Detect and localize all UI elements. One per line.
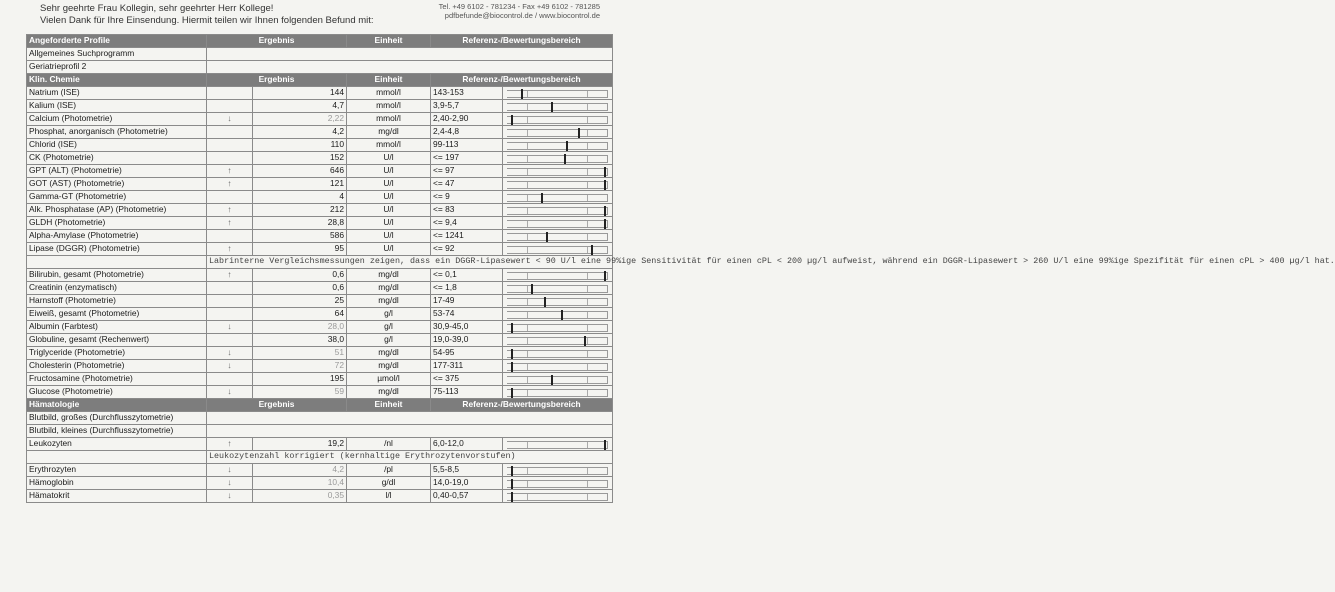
range-marker <box>566 141 568 151</box>
range-track <box>507 376 608 384</box>
result-row <box>27 295 613 308</box>
analyte-name: Leukozyten <box>27 438 207 451</box>
result-value: 4,2 <box>253 464 347 477</box>
reference-range: 14,0-19,0 <box>431 477 503 490</box>
result-value: 0,35 <box>253 490 347 503</box>
requested-profiles-header <box>27 35 613 48</box>
range-marker <box>511 115 513 125</box>
range-marker <box>584 336 586 346</box>
unit: g/l <box>347 321 431 334</box>
range-track <box>507 181 608 189</box>
result-value: 195 <box>253 373 347 386</box>
result-row <box>27 230 613 243</box>
range-track <box>507 467 608 475</box>
range-indicator <box>503 191 613 204</box>
flag-arrow-icon <box>207 126 253 139</box>
analyte-name: Phosphat, anorganisch (Photometrie) <box>27 126 207 139</box>
reference-range: 54-95 <box>431 347 503 360</box>
result-value: 19,2 <box>253 438 347 451</box>
requested-item-label: Allgemeines Suchprogramm <box>27 48 207 61</box>
range-track <box>507 207 608 215</box>
result-row <box>27 100 613 113</box>
range-indicator <box>503 139 613 152</box>
range-marker <box>511 323 513 333</box>
result-row <box>27 243 613 256</box>
flag-arrow-icon <box>207 139 253 152</box>
range-track <box>507 220 608 228</box>
analyte-name: Blutbild, großes (Durchflusszytometrie) <box>27 412 207 425</box>
reference-range: 6,0-12,0 <box>431 438 503 451</box>
unit: mg/dl <box>347 295 431 308</box>
flag-arrow-icon <box>207 230 253 243</box>
col-result: Ergebnis <box>207 74 347 87</box>
range-indicator <box>503 126 613 139</box>
reference-range: <= 97 <box>431 165 503 178</box>
range-indicator <box>503 321 613 334</box>
unit: mmol/l <box>347 139 431 152</box>
flag-arrow-icon: ↑ <box>207 178 253 191</box>
range-indicator <box>503 477 613 490</box>
col-result: Ergebnis <box>207 35 347 48</box>
range-marker <box>511 466 513 476</box>
unit: mmol/l <box>347 113 431 126</box>
result-value: 4,2 <box>253 126 347 139</box>
section-title: Hämatologie <box>27 399 207 412</box>
range-indicator <box>503 490 613 503</box>
range-marker <box>578 128 580 138</box>
analyte-name: Alpha-Amylase (Photometrie) <box>27 230 207 243</box>
unit: U/l <box>347 165 431 178</box>
result-row <box>27 308 613 321</box>
unit: mg/dl <box>347 347 431 360</box>
result-value: 28,0 <box>253 321 347 334</box>
reference-range: 30,9-45,0 <box>431 321 503 334</box>
analyte-name: Hämoglobin <box>27 477 207 490</box>
flag-arrow-icon: ↓ <box>207 477 253 490</box>
range-indicator <box>503 269 613 282</box>
result-row <box>27 165 613 178</box>
analyte-name: CK (Photometrie) <box>27 152 207 165</box>
requested-heading: Angeforderte Profile <box>27 35 207 48</box>
result-value: 64 <box>253 308 347 321</box>
range-marker <box>551 102 553 112</box>
result-row <box>27 464 613 477</box>
analyte-name: Blutbild, kleines (Durchflusszytometrie) <box>27 425 207 438</box>
analyte-name: Cholesterin (Photometrie) <box>27 360 207 373</box>
result-row <box>27 438 613 451</box>
analyte-name: Erythrozyten <box>27 464 207 477</box>
range-indicator <box>503 373 613 386</box>
unit: mg/dl <box>347 386 431 399</box>
col-reference: Referenz-/Bewertungsbereich <box>431 399 613 412</box>
result-value: 25 <box>253 295 347 308</box>
range-marker <box>604 219 606 229</box>
analyte-name: Gamma-GT (Photometrie) <box>27 191 207 204</box>
range-indicator <box>503 308 613 321</box>
analyte-name: Lipase (DGGR) (Photometrie) <box>27 243 207 256</box>
range-indicator <box>503 334 613 347</box>
analyte-name: Harnstoff (Photometrie) <box>27 295 207 308</box>
unit: U/l <box>347 152 431 165</box>
range-track <box>507 493 608 501</box>
range-indicator <box>503 230 613 243</box>
result-value: 4,7 <box>253 100 347 113</box>
analyte-name: Bilirubin, gesamt (Photometrie) <box>27 269 207 282</box>
analyte-name: GLDH (Photometrie) <box>27 217 207 230</box>
range-marker <box>604 180 606 190</box>
unit: g/l <box>347 334 431 347</box>
result-row <box>27 386 613 399</box>
section-header <box>27 74 613 87</box>
analyte-name: Globuline, gesamt (Rechenwert) <box>27 334 207 347</box>
flag-arrow-icon <box>207 308 253 321</box>
range-track <box>507 116 608 124</box>
flag-arrow-icon <box>207 100 253 113</box>
analyte-name: Fructosamine (Photometrie) <box>27 373 207 386</box>
flag-arrow-icon <box>207 282 253 295</box>
reference-range: <= 47 <box>431 178 503 191</box>
range-marker <box>551 375 553 385</box>
result-row <box>27 321 613 334</box>
result-value: 646 <box>253 165 347 178</box>
flag-arrow-icon: ↑ <box>207 269 253 282</box>
range-track <box>507 337 608 345</box>
flag-arrow-icon: ↑ <box>207 438 253 451</box>
analyte-name: Calcium (Photometrie) <box>27 113 207 126</box>
range-marker <box>604 271 606 281</box>
range-indicator <box>503 360 613 373</box>
range-marker <box>511 492 513 502</box>
contact-phone-fax: Tel. +49 6102 - 781234 - Fax +49 6102 - 781285 <box>438 2 600 11</box>
analyte-name: GPT (ALT) (Photometrie) <box>27 165 207 178</box>
flag-arrow-icon: ↓ <box>207 464 253 477</box>
result-row <box>27 412 613 425</box>
unit: mg/dl <box>347 360 431 373</box>
col-unit: Einheit <box>347 35 431 48</box>
range-marker <box>591 245 593 255</box>
range-indicator <box>503 87 613 100</box>
result-value: 72 <box>253 360 347 373</box>
col-unit: Einheit <box>347 74 431 87</box>
reference-range: <= 197 <box>431 152 503 165</box>
report-body <box>27 35 1335 503</box>
note-row <box>27 451 613 464</box>
unit: /pl <box>347 464 431 477</box>
reference-range: 177-311 <box>431 360 503 373</box>
result-value: 2,22 <box>253 113 347 126</box>
reference-range: <= 9 <box>431 191 503 204</box>
reference-range: 17-49 <box>431 295 503 308</box>
result-row <box>27 360 613 373</box>
unit: g/dl <box>347 477 431 490</box>
result-note: Leukozytenzahl korrigiert (kernhaltige Erythrozytenvorstufen) <box>207 451 613 464</box>
range-indicator <box>503 152 613 165</box>
reference-range: <= 0,1 <box>431 269 503 282</box>
unit: U/l <box>347 230 431 243</box>
range-track <box>507 233 608 241</box>
result-row <box>27 425 613 438</box>
reference-range: <= 1,8 <box>431 282 503 295</box>
range-track <box>507 311 608 319</box>
result-value: 110 <box>253 139 347 152</box>
range-marker <box>511 349 513 359</box>
flag-arrow-icon: ↓ <box>207 386 253 399</box>
range-marker <box>546 232 548 242</box>
unit: mg/dl <box>347 269 431 282</box>
range-indicator <box>503 464 613 477</box>
reference-range: <= 1241 <box>431 230 503 243</box>
unit: U/l <box>347 191 431 204</box>
result-value: 121 <box>253 178 347 191</box>
range-marker <box>521 89 523 99</box>
result-row <box>27 347 613 360</box>
unit: /nl <box>347 438 431 451</box>
col-result: Ergebnis <box>207 399 347 412</box>
unit: U/l <box>347 243 431 256</box>
flag-arrow-icon: ↑ <box>207 165 253 178</box>
range-track <box>507 350 608 358</box>
flag-arrow-icon: ↑ <box>207 217 253 230</box>
result-row <box>27 191 613 204</box>
contact-email-web: pdfbefunde@biocontrol.de / www.biocontrol.de <box>444 11 600 20</box>
result-value: 38,0 <box>253 334 347 347</box>
range-track <box>507 103 608 111</box>
result-value: 51 <box>253 347 347 360</box>
result-value: 95 <box>253 243 347 256</box>
result-row <box>27 334 613 347</box>
result-row <box>27 477 613 490</box>
analyte-name: Alk. Phosphatase (AP) (Photometrie) <box>27 204 207 217</box>
result-value: 28,8 <box>253 217 347 230</box>
result-value: 4 <box>253 191 347 204</box>
range-marker <box>604 440 606 450</box>
reference-range: 0,40-0,57 <box>431 490 503 503</box>
result-row <box>27 152 613 165</box>
range-marker <box>604 206 606 216</box>
requested-item-label: Geriatrieprofil 2 <box>27 61 207 74</box>
range-track <box>507 480 608 488</box>
unit: mmol/l <box>347 87 431 100</box>
analyte-name: Hämatokrit <box>27 490 207 503</box>
section-title: Klin. Chemie <box>27 74 207 87</box>
analyte-name: Albumin (Farbtest) <box>27 321 207 334</box>
range-track <box>507 285 608 293</box>
range-track <box>507 441 608 449</box>
range-track <box>507 272 608 280</box>
reference-range: 75-113 <box>431 386 503 399</box>
analyte-name: Creatinin (enzymatisch) <box>27 282 207 295</box>
flag-arrow-icon <box>207 191 253 204</box>
result-row <box>27 126 613 139</box>
reference-range: 5,5-8,5 <box>431 464 503 477</box>
reference-range: <= 9,4 <box>431 217 503 230</box>
range-indicator <box>503 178 613 191</box>
greeting: Sehr geehrte Frau Kollegin, sehr geehrter Herr Kollege! <box>40 3 274 14</box>
range-track <box>507 142 608 150</box>
flag-arrow-icon: ↓ <box>207 113 253 126</box>
analyte-name: Natrium (ISE) <box>27 87 207 100</box>
reference-range: <= 375 <box>431 373 503 386</box>
range-marker <box>564 154 566 164</box>
reference-range: <= 92 <box>431 243 503 256</box>
analyte-name: Kalium (ISE) <box>27 100 207 113</box>
result-value: 152 <box>253 152 347 165</box>
range-track <box>507 389 608 397</box>
range-indicator <box>503 100 613 113</box>
result-row <box>27 217 613 230</box>
range-indicator <box>503 295 613 308</box>
range-marker <box>604 167 606 177</box>
range-marker <box>511 362 513 372</box>
range-marker <box>544 297 546 307</box>
range-marker <box>511 479 513 489</box>
unit: g/l <box>347 308 431 321</box>
analyte-name: Glucose (Photometrie) <box>27 386 207 399</box>
range-marker <box>511 388 513 398</box>
range-track <box>507 324 608 332</box>
unit: mg/dl <box>347 282 431 295</box>
flag-arrow-icon: ↑ <box>207 204 253 217</box>
flag-arrow-icon <box>207 295 253 308</box>
result-row <box>27 139 613 152</box>
result-value: 0,6 <box>253 282 347 295</box>
side-margin-print <box>3 420 13 570</box>
range-track <box>507 298 608 306</box>
contact-block <box>439 2 600 20</box>
range-track <box>507 246 608 254</box>
range-track <box>507 129 608 137</box>
flag-arrow-icon <box>207 152 253 165</box>
flag-arrow-icon: ↓ <box>207 490 253 503</box>
unit: mg/dl <box>347 126 431 139</box>
analyte-name: GOT (AST) (Photometrie) <box>27 178 207 191</box>
range-indicator <box>503 243 613 256</box>
unit: µmol/l <box>347 373 431 386</box>
analyte-name: Eiweiß, gesamt (Photometrie) <box>27 308 207 321</box>
range-track <box>507 168 608 176</box>
range-indicator <box>503 347 613 360</box>
intro-text: Vielen Dank für Ihre Einsendung. Hiermit teilen wir Ihnen folgenden Befund mit: <box>40 15 374 26</box>
reference-range: 19,0-39,0 <box>431 334 503 347</box>
result-value: 212 <box>253 204 347 217</box>
result-row <box>27 87 613 100</box>
range-indicator <box>503 165 613 178</box>
unit: U/l <box>347 217 431 230</box>
requested-item <box>27 61 613 74</box>
reference-range: 99-113 <box>431 139 503 152</box>
result-value: 10,4 <box>253 477 347 490</box>
lab-report-table <box>26 34 1335 503</box>
result-row <box>27 113 613 126</box>
flag-arrow-icon: ↓ <box>207 321 253 334</box>
range-track <box>507 90 608 98</box>
range-indicator <box>503 386 613 399</box>
flag-arrow-icon: ↓ <box>207 347 253 360</box>
range-track <box>507 194 608 202</box>
range-track <box>507 363 608 371</box>
unit: U/l <box>347 204 431 217</box>
col-reference: Referenz-/Bewertungsbereich <box>431 74 613 87</box>
reference-range: <= 83 <box>431 204 503 217</box>
result-note: Labrinterne Vergleichsmessungen zeigen, dass ein DGGR-Lipasewert < 90 U/l eine 99%ige Sensitivität für einen cPL < 200 µg/l aufweist, während ein DGGR-Lipasewert > 260 U/l eine 99%ige Spezifität für einen cPL > 400 µg/l hat. <box>207 256 613 269</box>
unit: l/l <box>347 490 431 503</box>
analyte-name: Chlorid (ISE) <box>27 139 207 152</box>
result-value: 586 <box>253 230 347 243</box>
result-row <box>27 204 613 217</box>
flag-arrow-icon <box>207 87 253 100</box>
result-row <box>27 490 613 503</box>
result-row <box>27 373 613 386</box>
result-value: 59 <box>253 386 347 399</box>
reference-range: 2,4-4,8 <box>431 126 503 139</box>
range-marker <box>561 310 563 320</box>
flag-arrow-icon <box>207 373 253 386</box>
range-indicator <box>503 282 613 295</box>
range-marker <box>541 193 543 203</box>
result-value: 144 <box>253 87 347 100</box>
range-indicator <box>503 204 613 217</box>
reference-range: 2,40-2,90 <box>431 113 503 126</box>
result-row <box>27 282 613 295</box>
flag-arrow-icon <box>207 334 253 347</box>
col-unit: Einheit <box>347 399 431 412</box>
section-header <box>27 399 613 412</box>
reference-range: 143-153 <box>431 87 503 100</box>
range-indicator <box>503 113 613 126</box>
flag-arrow-icon: ↑ <box>207 243 253 256</box>
flag-arrow-icon: ↓ <box>207 360 253 373</box>
unit: mmol/l <box>347 100 431 113</box>
note-row <box>27 256 613 269</box>
analyte-name: Triglyceride (Photometrie) <box>27 347 207 360</box>
requested-item <box>27 48 613 61</box>
col-reference: Referenz-/Bewertungsbereich <box>431 35 613 48</box>
result-row <box>27 269 613 282</box>
range-marker <box>531 284 533 294</box>
reference-range: 53-74 <box>431 308 503 321</box>
range-track <box>507 155 608 163</box>
range-indicator <box>503 438 613 451</box>
range-indicator <box>503 217 613 230</box>
result-row <box>27 178 613 191</box>
result-value: 0,6 <box>253 269 347 282</box>
reference-range: 3,9-5,7 <box>431 100 503 113</box>
unit: U/l <box>347 178 431 191</box>
